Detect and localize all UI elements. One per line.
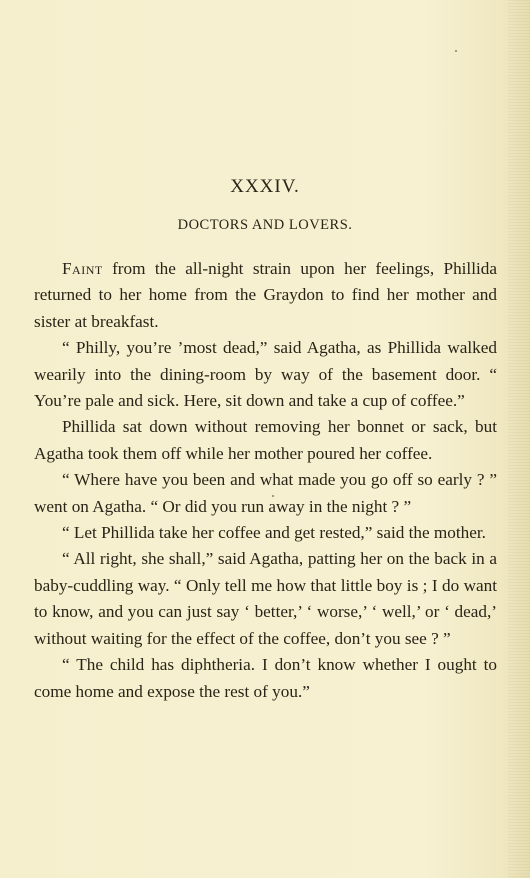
chapter-title: DOCTORS AND LOVERS. xyxy=(177,217,353,233)
paragraph-lead-word: Faint xyxy=(62,259,103,278)
paragraph: “ Where have you been and what made you go off so early ? ” went on Agatha. “ Or did you run away in the night ? ” xyxy=(34,470,497,516)
paragraph: “ Philly, you’re ’most dead,” said Agatha, as Phillida walked wearily into the dining-room by way of the basement door. “ You’re pale and sick. Here, sit down and take a cup of coffee.” xyxy=(34,338,497,411)
paragraph: “ All right, she shall,” said Agatha, patting her on the back in a baby-cuddling way. “ Only tell me how that little boy is ; I do want to know, and you can just say ‘ better,’ ‘ worse,’ ‘ well,’ or ‘ dead,’ without waiting for the effect of the coffee, don’t you see ? ” xyxy=(34,549,497,648)
chapter-body xyxy=(34,256,497,705)
page-edge xyxy=(508,0,530,878)
paragraph xyxy=(34,256,497,335)
paragraph-text: from the all-night strain upon her feelings, Phillida returned to her home from the Graydon to find her mother and sister at breakfast. xyxy=(34,259,497,331)
paragraph: “ The child has diphtheria. I don’t know whether I ought to come home and expose the rest of you.” xyxy=(34,655,497,701)
paper-speck xyxy=(272,495,274,497)
paragraph: “ Let Phillida take her coffee and get rested,” said the mother. xyxy=(62,523,486,543)
paragraph: Phillida sat down without removing her bonnet or sack, but Agatha took them off while her mother poured her coffee. xyxy=(34,417,497,463)
chapter-number: XXXIV. xyxy=(230,176,300,197)
paper-speck xyxy=(455,50,457,52)
